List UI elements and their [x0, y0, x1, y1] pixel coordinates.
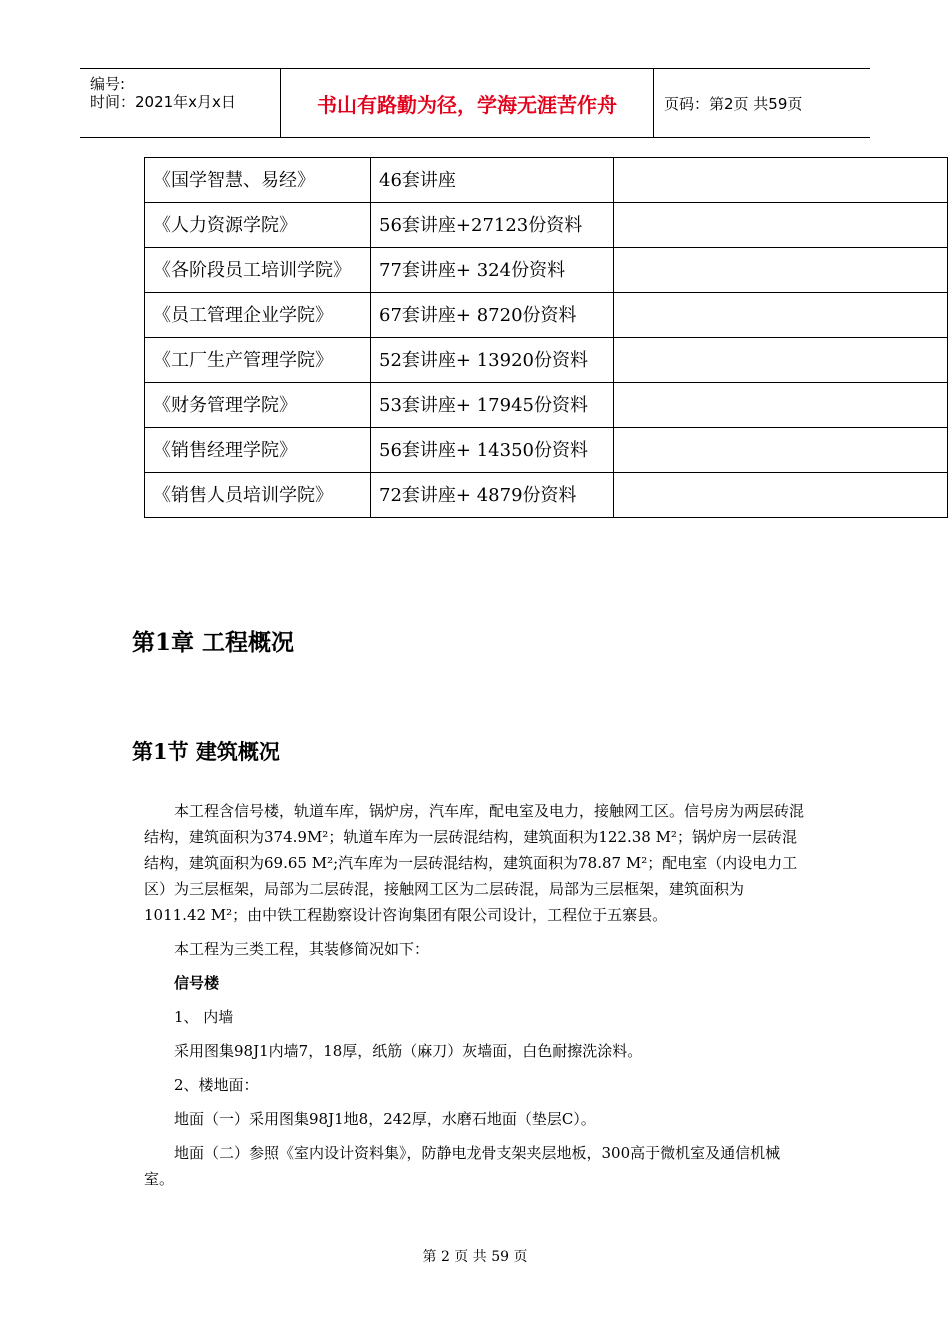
header-page-info: 页码：第2页 共59页	[664, 94, 803, 113]
course-content-cell: 53套讲座+ 17945份资料	[371, 383, 614, 428]
course-content-cell: 56套讲座+27123份资料	[371, 203, 614, 248]
header-motto: 书山有路勤为径，学海无涯苦作舟	[281, 69, 654, 137]
course-note-cell	[614, 293, 948, 338]
course-name-cell: 《工厂生产管理学院》	[145, 338, 371, 383]
course-note-cell	[614, 428, 948, 473]
table-row	[145, 158, 948, 203]
paragraph-item-2: 2、楼地面：	[174, 1076, 259, 1094]
paragraph-overview: 本工程含信号楼，轨道车库，锅炉房，汽车库，配电室及电力，接触网工区。信号房为两层砖混结构，建筑面积为374.9M²；轨道车库为一层砖混结构，建筑面积为122.38 M²；锅炉房一层砖混结构，建筑面积为69.65 M²;汽车库为一层砖混结构，建筑面积为78.87 M²；配电室（内设电力工区）为三层框架，局部为二层砖混，接触网工区为二层砖混，局部为三层框架，建筑面积为1011.42 M²；由中铁工程勘察设计咨询集团有限公司设计，工程位于五寨县。	[144, 802, 805, 924]
course-name-cell: 《国学智慧、易经》	[145, 158, 371, 203]
page-footer: 第 2 页 共 59 页	[422, 1249, 528, 1265]
table-row	[145, 203, 948, 248]
date-label: 时间：2021年x月x日	[90, 93, 236, 111]
course-content-cell: 52套讲座+ 13920份资料	[371, 338, 614, 383]
table-row	[145, 428, 948, 473]
table-row	[145, 248, 948, 293]
course-table-body	[145, 158, 948, 518]
table-row	[145, 473, 948, 518]
course-name-cell: 《员工管理企业学院》	[145, 293, 371, 338]
course-content-cell: 67套讲座+ 8720份资料	[371, 293, 614, 338]
course-content-cell: 72套讲座+ 4879份资料	[371, 473, 614, 518]
course-name-cell: 《销售人员培训学院》	[145, 473, 371, 518]
course-note-cell	[614, 473, 948, 518]
course-name-cell: 《各阶段员工培训学院》	[145, 248, 371, 293]
course-name-cell: 《财务管理学院》	[145, 383, 371, 428]
paragraph-inner-wall: 采用图集98J1内墙7，18厚，纸筋（麻刀）灰墙面，白色耐擦洗涂料。	[174, 1042, 643, 1060]
table-row	[145, 338, 948, 383]
course-name-cell: 《人力资源学院》	[145, 203, 371, 248]
paragraph-floor-2: 地面（二）参照《室内设计资料集》，防静电龙骨支架夹层地板，300高于微机室及通信机械室。	[144, 1144, 781, 1188]
course-note-cell	[614, 338, 948, 383]
paragraph-item-1: 1、 内墙	[174, 1008, 234, 1026]
table-row	[145, 383, 948, 428]
header-meta	[80, 69, 281, 137]
doc-number-label: 编号:	[90, 75, 126, 93]
course-content-cell: 56套讲座+ 14350份资料	[371, 428, 614, 473]
course-note-cell	[614, 158, 948, 203]
body-text	[144, 798, 806, 1200]
course-content-cell: 77套讲座+ 324份资料	[371, 248, 614, 293]
course-table	[144, 157, 948, 518]
table-row	[145, 293, 948, 338]
chapter-title: 第1章 工程概况	[132, 629, 295, 656]
course-content-cell: 46套讲座	[371, 158, 614, 203]
page-header	[80, 68, 870, 138]
course-name-cell: 《销售经理学院》	[145, 428, 371, 473]
course-note-cell	[614, 248, 948, 293]
paragraph-floor-1: 地面（一）采用图集98J1地8，242厚，水磨石地面（垫层C）。	[174, 1110, 596, 1128]
course-note-cell	[614, 203, 948, 248]
section-title: 第1节 建筑概况	[132, 739, 280, 764]
subheading-signal-building: 信号楼	[174, 974, 220, 992]
course-note-cell	[614, 383, 948, 428]
paragraph-intro: 本工程为三类工程，其装修简况如下：	[174, 940, 430, 958]
